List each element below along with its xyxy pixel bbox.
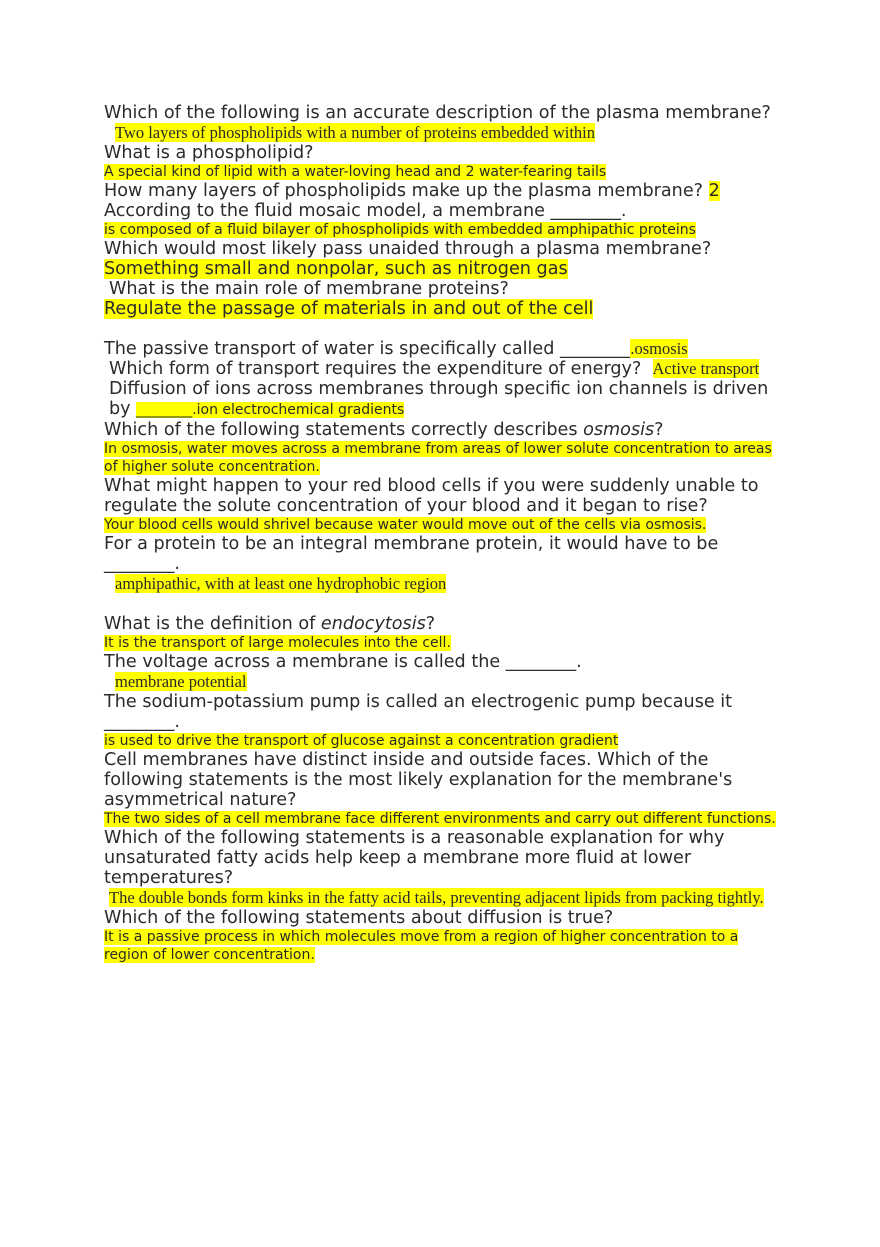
answer-8-text: Active transport	[652, 359, 760, 378]
answer-5-text: Something small and nonpolar, such as nitrogen gas	[104, 259, 568, 279]
question-3-text: How many layers of phospholipids make up the plasma membrane?	[104, 181, 703, 201]
question-13-mark: ?	[425, 614, 436, 634]
answer-1	[104, 123, 784, 143]
question-8	[104, 359, 784, 379]
question-10	[104, 420, 784, 440]
question-9-text: Diffusion of ions across membranes through specific ion channels is driven by	[109, 379, 769, 419]
answer-2	[104, 163, 784, 181]
question-1: Which of the following is an accurate description of the plasma membrane?	[104, 103, 771, 123]
question-15: The sodium-potassium pump is called an electrogenic pump because it ________.	[104, 692, 733, 732]
answer-6-text: Regulate the passage of materials in and out of the cell	[104, 299, 594, 319]
question-6: What is the main role of membrane proteins?	[109, 279, 509, 299]
answer-9-text: ________.ion electrochemical gradients	[136, 402, 405, 418]
answer-10	[104, 440, 784, 476]
answer-14-text: membrane potential	[115, 672, 247, 691]
answer-17-text: The double bonds form kinks in the fatty acid tails, preventing adjacent lipids from packing tightly.	[109, 888, 764, 907]
question-11: What might happen to your red blood cells if you were suddenly unable to regulate the solute concentration of your blood and it began to rise?	[104, 476, 759, 516]
answer-10-text: In osmosis, water moves across a membrane from areas of lower solute concentration to areas of higher solute concentration.	[104, 441, 772, 475]
question-4: According to the fluid mosaic model, a membrane ________.	[104, 201, 627, 221]
answer-6	[104, 299, 784, 319]
answer-4	[104, 221, 784, 239]
question-12: For a protein to be an integral membrane protein, it would have to be ________.	[104, 534, 719, 574]
answer-5	[104, 259, 784, 279]
question-16: Cell membranes have distinct inside and outside faces. Which of the following statements is the most likely explanation for the membrane's asymmetrical nature?	[104, 750, 733, 810]
question-7	[104, 339, 784, 359]
answer-16-text: The two sides of a cell membrane face different environments and carry out different functions.	[104, 811, 776, 827]
qa-list	[104, 103, 784, 964]
spacer	[104, 594, 784, 614]
question-18: Which of the following statements about diffusion is true?	[104, 908, 614, 928]
question-8-text: Which form of transport requires the expenditure of energy?	[109, 359, 642, 379]
answer-17	[104, 888, 784, 908]
question-10-term: osmosis	[583, 420, 655, 440]
spacer	[104, 319, 784, 339]
answer-13-text: It is the transport of large molecules into the cell.	[104, 635, 451, 651]
answer-18	[104, 928, 784, 964]
question-17: Which of the following statements is a reasonable explanation for why unsaturated fatty acids help keep a membrane more fluid at lower temperatures?	[104, 828, 725, 888]
answer-11	[104, 516, 784, 534]
question-13	[104, 614, 784, 634]
answer-3-text: 2	[708, 181, 720, 201]
answer-4-text: is composed of a fluid bilayer of phospholipids with embedded amphipathic proteins	[104, 222, 696, 238]
answer-15-text: is used to drive the transport of glucose against a concentration gradient	[104, 733, 619, 749]
question-2: What is a phospholipid?	[104, 143, 314, 163]
answer-1-text: Two layers of phospholipids with a number of proteins embedded within	[115, 123, 596, 142]
answer-14	[104, 672, 784, 692]
answer-12	[104, 574, 784, 594]
question-9	[104, 379, 784, 420]
answer-11-text: Your blood cells would shrivel because water would move out of the cells via osmosis.	[104, 517, 707, 533]
question-13-term: endocytosis	[320, 614, 426, 634]
question-10-mark: ?	[654, 420, 664, 440]
question-13-text: What is the definition of	[104, 614, 321, 634]
answer-7-text: .osmosis	[630, 339, 688, 358]
question-14: The voltage across a membrane is called the ________.	[104, 652, 582, 672]
answer-15	[104, 732, 784, 750]
question-3	[104, 181, 784, 201]
answer-2-text: A special kind of lipid with a water-loving head and 2 water-fearing tails	[104, 164, 607, 180]
answer-18-text: It is a passive process in which molecules move from a region of higher concentration to a region of lower concentration.	[104, 929, 739, 963]
answer-13	[104, 634, 784, 652]
question-7-text: The passive transport of water is specifically called ________	[104, 339, 631, 359]
question-10-text: Which of the following statements correctly describes	[104, 420, 584, 440]
question-5: Which would most likely pass unaided through a plasma membrane?	[104, 239, 712, 259]
answer-16	[104, 810, 784, 828]
answer-12-text: amphipathic, with at least one hydrophobic region	[115, 574, 447, 593]
